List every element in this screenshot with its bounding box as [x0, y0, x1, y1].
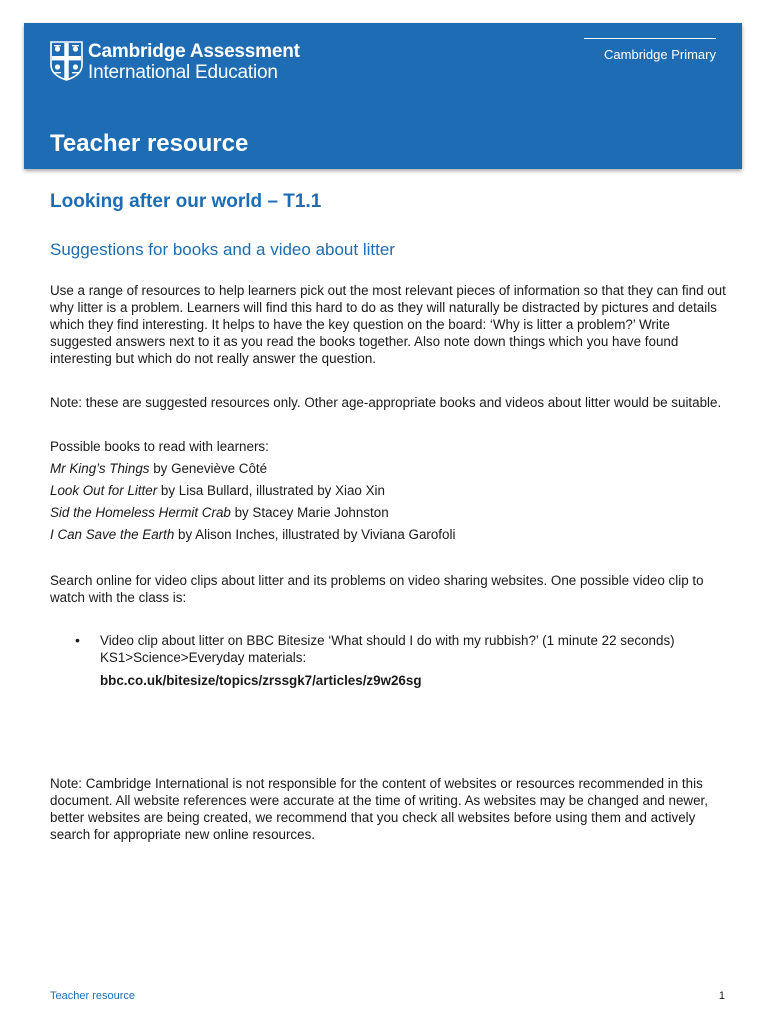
book-item: [50, 502, 730, 524]
book-author: by Alison Inches, illustrated by Viviana Garofoli: [174, 527, 456, 542]
page-number: 1: [718, 990, 725, 1002]
book-author: by Stacey Marie Johnston: [230, 505, 389, 520]
book-author: by Lisa Bullard, illustrated by Xiao Xin: [157, 483, 385, 498]
intro-paragraph: Use a range of resources to help learners pick out the most relevant pieces of information so that they can find out why litter is a problem. Learners will find this hard to do as they will naturally be distracted by pictures and details which they find interesting. It helps to have the key question on the board: ‘Why is litter a problem?’ Write suggested answers next to it as you read the books together. Also note down things which you have found interesting but which do not really answer the question.: [50, 283, 726, 366]
disclaimer-paragraph: Note: Cambridge International is not responsible for the content of websites or resources recommended in this document. All website references were accurate at the time of writing. As websites may be changed and newer, better websites are being created, we recommend that you check all websites before using them and actively search for appropriate new online resources.: [50, 776, 708, 842]
video-link[interactable]: bbc.co.uk/bitesize/topics/zrssgk7/articles/z9w26sg: [100, 673, 422, 688]
note-paragraph: Note: these are suggested resources only. Other age-appropriate books and videos about litter would be suitable.: [50, 395, 722, 410]
video-list: [50, 632, 730, 689]
book-title: Look Out for Litter: [50, 483, 158, 498]
programme-label: Cambridge Primary: [584, 38, 716, 62]
book-item: [50, 524, 730, 546]
book-title: Sid the Homeless Hermit Crab: [50, 505, 231, 520]
header-banner: [24, 23, 742, 169]
bullet-icon: •: [75, 632, 80, 648]
video-description: Video clip about litter on BBC Bitesize ‘What should I do with my rubbish?’ (1 minute 22 seconds) KS1>Science>Everyday materials:: [100, 633, 675, 665]
page-subtitle: Suggestions for books and a video about litter: [50, 240, 395, 259]
book-author: by Geneviève Côté: [149, 461, 268, 476]
main-content: [50, 189, 730, 843]
cambridge-crest-icon: [50, 41, 83, 81]
org-name: [88, 41, 300, 83]
book-title: Mr King’s Things: [50, 461, 150, 476]
footer-label: Teacher resource: [50, 990, 135, 1002]
page-title: Looking after our world – T1.1: [50, 191, 322, 212]
video-intro-paragraph: Search online for video clips about litter and its problems on video sharing websites. One possible video clip to watch with the class is:: [50, 573, 704, 605]
book-item: [50, 480, 730, 502]
org-name-line2: International Education: [88, 62, 278, 83]
book-list: [50, 438, 730, 546]
book-title: I Can Save the Earth: [50, 527, 175, 542]
list-item: [50, 632, 730, 689]
doc-type-heading: Teacher resource: [50, 130, 249, 157]
book-item: [50, 458, 730, 480]
org-name-line1: Cambridge Assessment: [88, 41, 300, 62]
book-list-heading: Possible books to read with learners:: [50, 439, 269, 454]
